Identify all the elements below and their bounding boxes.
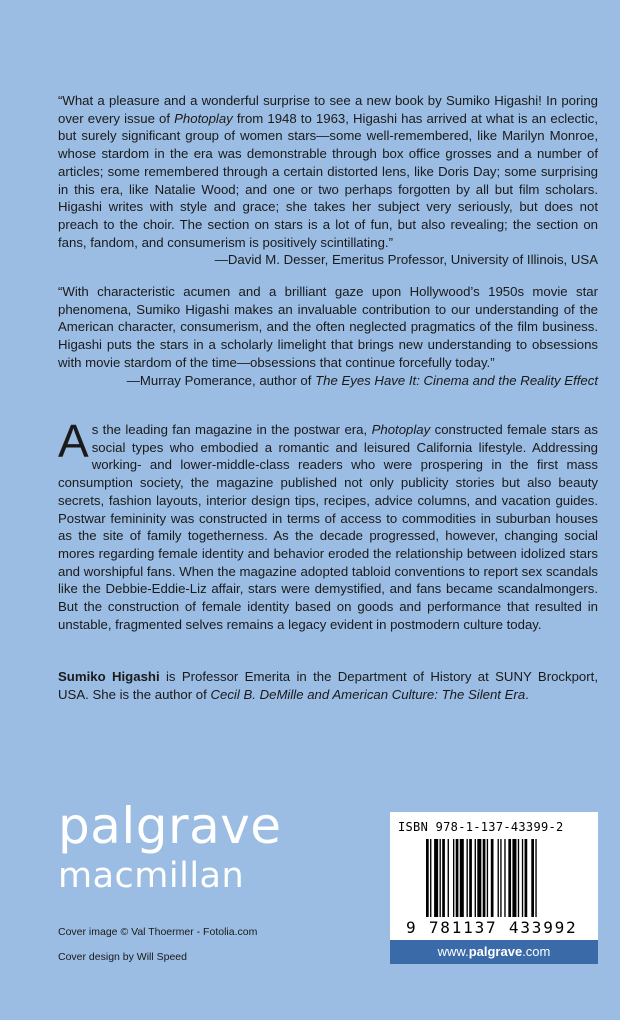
quote-1-magazine: Photoplay <box>174 110 233 126</box>
barcode-bar <box>440 839 441 917</box>
barcode-bar <box>512 839 516 917</box>
barcode-bar <box>518 839 519 917</box>
barcode-bar <box>448 839 449 917</box>
logo-macmillan: macmillan <box>58 856 245 896</box>
url-prefix: www. <box>437 944 469 959</box>
publisher-logo <box>58 797 282 896</box>
barcode-bar <box>477 839 481 917</box>
description-part-b: constructed female stars as social types who embodied a romantic and leisured California lifestyle. Addressing working- and lower-middle-class readers who were prospering in the first mass consumption society, the magazine published not only publicity stories but also beauty secrets, fashion layouts, interior design tips, recipes, advice columns, and vacation guides. Postwar femininity was constructed in terms of access to commodities in suburban houses as the site of family togetherness. As the decade progressed, however, changing social mores regarding female identity and behavior eroded the relationship between idolized stars and worshipful fans. When the magazine adopted tabloid conventions to report sex scandals like the Debbie-Eddie-Liz affair, stars were demystified, and fans became scandalmongers. But the construction of female identity based on goods and performance that resulted in unstable, fragmented selves remains a legacy evident in postmodern culture today. <box>58 422 598 632</box>
barcode-bar <box>430 839 431 917</box>
barcode-bars <box>426 839 576 919</box>
description-part-a: s the leading fan magazine in the postwar era, <box>91 422 372 437</box>
barcode-bar <box>500 839 501 917</box>
barcode-bar <box>491 839 494 917</box>
cover-design-credit: Cover design by Will Speed <box>58 951 187 963</box>
barcode-bar <box>535 839 536 917</box>
barcode-bar <box>508 839 511 917</box>
description-magazine: Photoplay <box>371 422 431 437</box>
bio-end: . <box>525 686 529 702</box>
barcode-bar <box>498 839 499 917</box>
barcode-bar <box>469 839 472 917</box>
barcode-bar <box>434 839 438 917</box>
isbn-label: ISBN 978-1-137-43399-2 <box>398 820 564 834</box>
cover-image-credit: Cover image © Val Thoermer - Fotolia.com <box>58 926 258 938</box>
barcode-digits: 9 781137 433992 <box>406 918 578 937</box>
barcode-bar <box>522 839 523 917</box>
quote-1-attribution: —David M. Desser, Emeritus Professor, University of Illinois, USA <box>214 252 598 268</box>
quote-2-author: —Murray Pomerance, author of <box>126 372 316 388</box>
quote-1-part-b: from 1948 to 1963, Higashi has arrived at what is an eclectic, but surely significant group of women stars—some well-remembered, like Marilyn Monroe, whose stardom in the era was demonstrable through box office grosses and a number of articles; some remembered through a certain distorted lens, like Doris Day; some surprising in this era, like Natalie Wood; and one or two perhaps forgotten by all but film scholars. Higashi writes with style and grace; she takes her subject very seriously, but does not preach to the choir. The section on stars is a lot of fun, but also revealing; the section on fans, fandom, and consumerism is positively scintillating.” <box>58 110 599 250</box>
barcode-bar <box>483 839 486 917</box>
bio-book-title: Cecil B. DeMille and American Culture: The Silent Era <box>210 686 526 702</box>
barcode-bar <box>504 839 505 917</box>
url-domain: palgrave <box>468 944 523 959</box>
barcode-bar <box>460 839 464 917</box>
endorsement-quote-1 <box>58 92 598 269</box>
publisher-url <box>390 940 598 964</box>
book-description <box>58 415 598 633</box>
bio-text: is Professor Emerita in the Department of History at SUNY Brockport, USA. She is the author of <box>58 669 598 702</box>
barcode-bar <box>426 839 429 917</box>
barcode-bar <box>456 839 459 917</box>
barcode-bar <box>487 839 488 917</box>
quote-2-text: “With characteristic acumen and a brilliant gaze upon Hollywood’s 1950s movie star phenomena, Sumiko Higashi makes an invaluable contribution to our understanding of the American character, consumerism, and the often neglected pragmatics of the film business. Higashi puts the stars in a scholarly limelight that brings new understanding to obsessions with movie stardom of the time—obsessions that continue forcefully today.” <box>58 284 598 370</box>
quote-1-part-a: “What a pleasure and a wonderful surprise to see a new book by Sumiko Higashi! In poring over every issue of <box>58 93 598 126</box>
quote-2-book-title: The Eyes Have It: Cinema and the Reality Effect <box>315 372 598 388</box>
barcode-bar <box>525 839 528 917</box>
url-suffix: .com <box>522 944 551 959</box>
author-bio <box>58 668 598 703</box>
author-name: Sumiko Higashi <box>58 669 160 684</box>
endorsement-quote-2 <box>58 283 598 389</box>
barcode-bar <box>475 839 476 917</box>
barcode-bar <box>531 839 534 917</box>
quote-2-attribution <box>58 372 598 390</box>
barcode-bar <box>467 839 468 917</box>
barcode-bar <box>453 839 454 917</box>
logo-palgrave: palgrave <box>58 797 282 855</box>
quote-1-text <box>58 92 598 251</box>
barcode-bar <box>442 839 445 917</box>
drop-cap: A <box>58 415 89 467</box>
barcode-panel <box>390 812 598 964</box>
